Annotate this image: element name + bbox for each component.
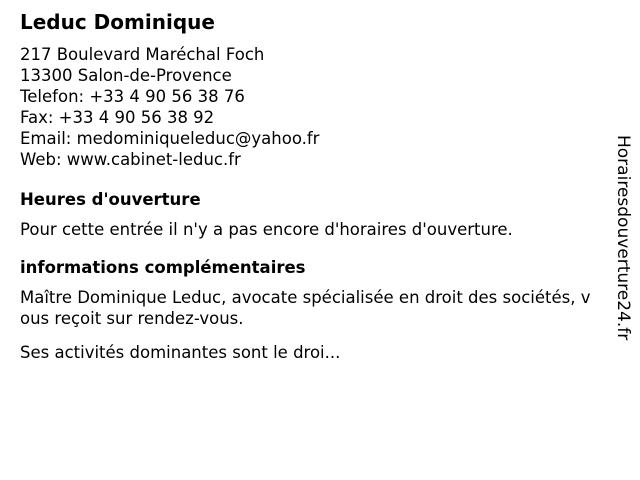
additional-info-excerpt: Ses activités dominantes sont le droi...: [20, 343, 341, 362]
contact-details: [20, 44, 600, 170]
street-address: 217 Boulevard Maréchal Foch: [20, 45, 265, 64]
business-name: Leduc Dominique: [20, 10, 215, 34]
additional-info-heading: informations complémentaires: [20, 258, 306, 277]
email-address: Email: medominiqueleduc@yahoo.fr: [20, 129, 320, 148]
additional-info-description: Maître Dominique Leduc, avocate spécialisée en droit des sociétés, vous reçoit sur rendez-vous.: [20, 288, 591, 328]
phone-number: Telefon: +33 4 90 56 38 76: [20, 87, 245, 106]
fax-number: Fax: +33 4 90 56 38 92: [20, 108, 215, 127]
business-card: [20, 9, 600, 363]
site-watermark: Horairesdouverture24.fr: [613, 135, 633, 341]
opening-hours-heading: Heures d'ouverture: [20, 190, 201, 209]
website-address: Web: www.cabinet-leduc.fr: [20, 150, 241, 169]
city-postal-code: 13300 Salon-de-Provence: [20, 66, 232, 85]
opening-hours-text: Pour cette entrée il n'y a pas encore d'horaires d'ouverture.: [20, 220, 513, 239]
